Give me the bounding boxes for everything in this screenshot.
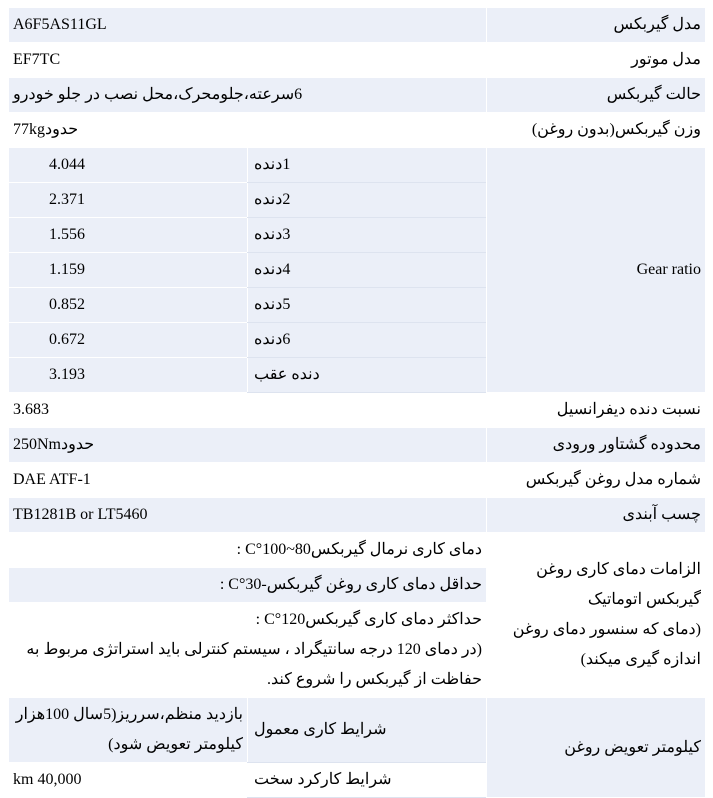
oil-temp-maximum <box>9 603 487 698</box>
oil-model-label: شماره مدل روغن گیربکس <box>487 463 706 498</box>
diff-ratio-label: نسبت دنده دیفرانسیل <box>487 393 706 428</box>
gearbox-state-label: حالت گیربکس <box>487 78 706 113</box>
table-row <box>9 393 706 428</box>
gear-ratio-value: 0.852 <box>9 288 248 323</box>
engine-model-value: EF7TC <box>9 43 487 78</box>
gear-name: دنده عقب <box>248 358 487 393</box>
oil-temp-maximum-line2: (در دمای 120 درجه سانتیگراد ، سیستم کنترلی باید استراتژی مربوط به حفاظت از گیربکس را شروع کند. <box>26 641 482 688</box>
oil-temp-normal: دمای کاری نرمال گیربکس80~100°C : <box>9 533 487 568</box>
gear-ratio-label: Gear ratio <box>487 148 706 393</box>
oil-temp-label-line2: (دمای که سنسور دمای روغن اندازه گیری میکند) <box>512 621 701 668</box>
gearbox-state-value: 6سرعته،جلومحرک،محل نصب در جلو خودرو <box>9 78 487 113</box>
gear-name: 4دنده <box>248 253 487 288</box>
oil-temp-maximum-line1: حداکثر دمای کاری گیربکس120°C : <box>255 611 482 628</box>
engine-model-label: مدل موتور <box>487 43 706 78</box>
oil-temp-label-line1: الزامات دمای کاری روغن گیربکس اتوماتیک <box>536 561 701 608</box>
table-row <box>9 698 706 763</box>
input-torque-label: محدوده گشتاور ورودی <box>487 428 706 463</box>
table-row <box>9 533 706 568</box>
gearbox-weight-value: حدود77kg <box>9 113 487 148</box>
gearbox-weight-label: وزن گیربکس(بدون روغن) <box>487 113 706 148</box>
oil-change-normal-value: بازدید منظم،سرریز(5سال 100هزار کیلومتر تعویض شود) <box>9 698 248 763</box>
table-row <box>9 428 706 463</box>
oil-change-label: کیلومتر تعویض روغن <box>487 698 706 798</box>
spec-table <box>8 8 705 798</box>
gearbox-model-label: مدل گیربکس <box>487 8 706 43</box>
gear-ratio-value: 2.371 <box>9 183 248 218</box>
gear-ratio-value: 0.672 <box>9 323 248 358</box>
table-row <box>9 148 706 183</box>
gear-ratio-value: 3.193 <box>9 358 248 393</box>
oil-model-value: DAE ATF-1 <box>9 463 487 498</box>
gear-ratio-value: 4.044 <box>9 148 248 183</box>
gearbox-model-value: A6F5AS11GL <box>9 8 487 43</box>
gear-name: 2دنده <box>248 183 487 218</box>
table-row <box>9 8 706 43</box>
oil-change-hard-label: شرایط کارکرد سخت <box>248 763 487 798</box>
table-row <box>9 78 706 113</box>
oil-change-normal-label: شرایط کاری معمول <box>248 698 487 763</box>
gear-ratio-value: 1.556 <box>9 218 248 253</box>
table-row <box>9 463 706 498</box>
gear-name: 1دنده <box>248 148 487 183</box>
oil-temp-minimum: حداقل دمای کاری روغن گیربکس-30°C : <box>9 568 487 603</box>
diff-ratio-value: 3.683 <box>9 393 487 428</box>
table-row <box>9 498 706 533</box>
gear-name: 3دنده <box>248 218 487 253</box>
sealant-value: TB1281B or LT5460 <box>9 498 487 533</box>
oil-change-hard-value: 40,000 km <box>9 763 248 798</box>
gear-name: 5دنده <box>248 288 487 323</box>
gear-name: 6دنده <box>248 323 487 358</box>
gear-ratio-value: 1.159 <box>9 253 248 288</box>
oil-temp-label <box>487 533 706 698</box>
table-row <box>9 43 706 78</box>
sealant-label: چسب آبندی <box>487 498 706 533</box>
table-row <box>9 113 706 148</box>
input-torque-value: حدود250Nm <box>9 428 487 463</box>
